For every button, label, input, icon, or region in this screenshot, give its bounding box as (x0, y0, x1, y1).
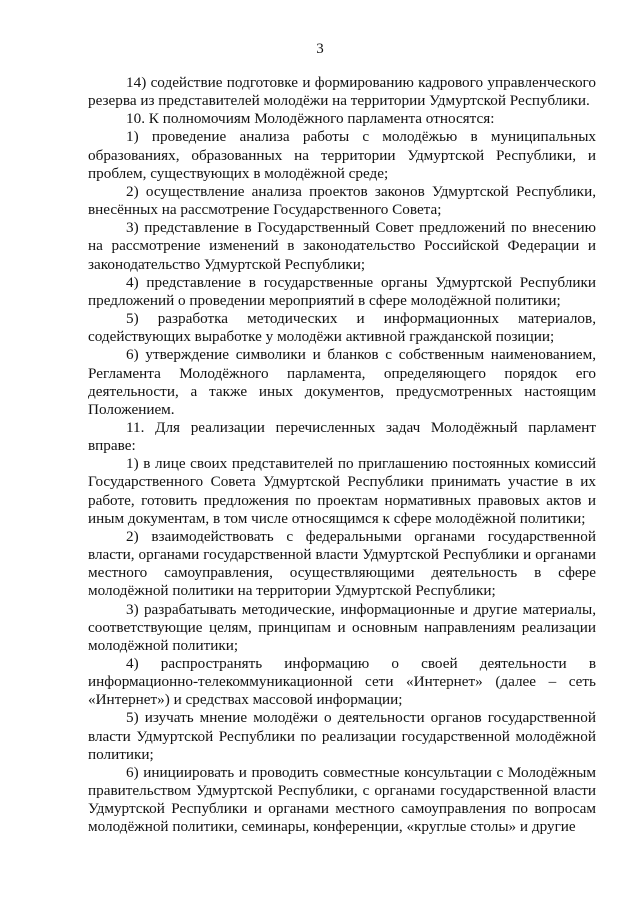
paragraph-item-14: 14) содействие подготовке и формированию кадрового управленческого резерва из представителей молодёжи на территории Удмуртской Республики. (88, 74, 596, 110)
paragraph-11-item-1: 1) в лице своих представителей по приглашению постоянных комиссий Государственного Совета Удмуртской Республики принимать участие в их работе, готовить предложения по проектам нормативных правовых актов и иным документам, в том числе относящимся к сфере молодёжной политики; (88, 455, 596, 527)
paragraph-10-item-4: 4) представление в государственные органы Удмуртской Республики предложений о проведении мероприятий в сфере молодёжной политики; (88, 273, 596, 309)
paragraph-11-item-2: 2) взаимодействовать с федеральными органами государственной власти, органами государственной власти Удмуртской Республики и органами местного самоуправления, осуществляющими деятельность в сфере молодёжной политики на территории Удмуртской Республики; (88, 527, 596, 600)
paragraph-11-item-3: 3) разрабатывать методические, информационные и другие материалы, соответствующие целям, принципам и основным направлениям реализации молодёжной политики; (88, 600, 596, 654)
paragraph-11-item-5: 5) изучать мнение молодёжи о деятельности органов государственной власти Удмуртской Республики по реализации государственной молодёжной политики; (88, 709, 596, 763)
page-number: 3 (316, 41, 324, 57)
paragraph-11-item-4: 4) распространять информацию о своей деятельности в информационно-телекоммуникационной сети «Интернет» (далее – сеть «Интернет») и средствах массовой информации; (88, 655, 596, 709)
paragraph-section-10: 10. К полномочиям Молодёжного парламента относятся: (126, 110, 495, 128)
document-body (88, 74, 596, 837)
paragraph-10-item-6: 6) утверждение символики и бланков с собственным наименованием, Регламента Молодёжного парламента, определяющего порядок его деятельности, а также иных документов, предусмотренных настоящим Положением. (88, 346, 596, 418)
paragraph-10-item-1: 1) проведение анализа работы с молодёжью в муниципальных образованиях, образованных на территории Удмуртской Республики, и проблем, существующих в молодёжной среде; (88, 128, 596, 182)
paragraph-11-item-6: 6) инициировать и проводить совместные консультации с Молодёжным правительством Удмуртской Республики, с органами государственной власти Удмуртской Республики и органами местного самоуправления по вопросам молодёжной политики, семинары, конференции, «круглые столы» и другие (88, 763, 596, 836)
paragraph-10-item-5: 5) разработка методических и информационных материалов, содействующих выработке у молодёжи активной гражданской позиции; (88, 310, 596, 346)
paragraph-10-item-3: 3) представление в Государственный Совет предложений по внесению на рассмотрение изменений в законодательство Российской Федерации и законодательство Удмуртской Республики; (88, 219, 596, 273)
paragraph-section-11: 11. Для реализации перечисленных задач Молодёжный парламент вправе: (88, 418, 596, 455)
paragraph-10-item-2: 2) осуществление анализа проектов законов Удмуртской Республики, внесённых на рассмотрение Государственного Совета; (88, 182, 596, 219)
